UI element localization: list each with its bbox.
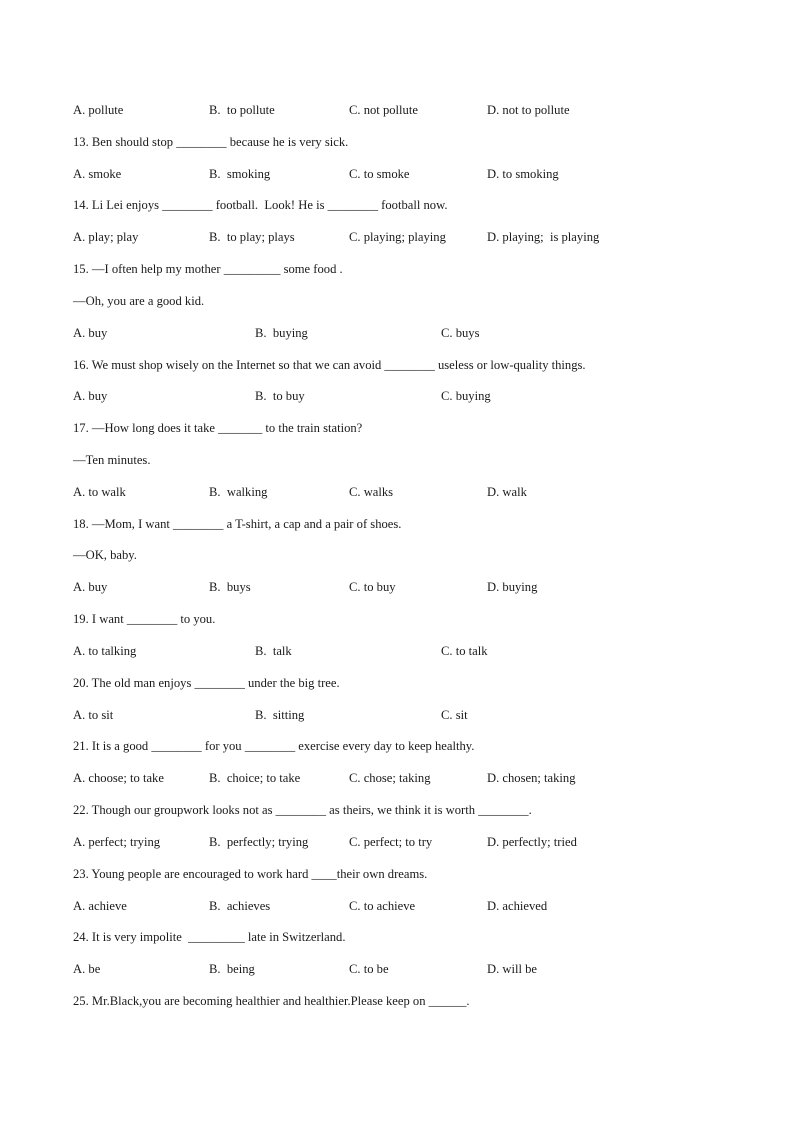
answer-options <box>73 229 763 245</box>
answer-options <box>73 770 763 786</box>
answer-options <box>73 166 763 182</box>
answer-option: B. smoking <box>209 167 271 181</box>
question-text: —Oh, you are a good kid. <box>73 294 205 308</box>
question-text: 23. Young people are encouraged to work hard ____their own dreams. <box>73 867 428 881</box>
answer-option: B. walking <box>209 485 268 499</box>
answer-option: D. buying <box>487 580 538 594</box>
answer-option: A. achieve <box>73 899 127 913</box>
answer-option: D. walk <box>487 485 527 499</box>
answer-option: C. to buy <box>349 580 396 594</box>
question-text: —OK, baby. <box>73 548 137 562</box>
answer-option: A. smoke <box>73 167 122 181</box>
question-text: 24. It is very impolite _________ late in Switzerland. <box>73 930 346 944</box>
question-text: —Ten minutes. <box>73 453 151 467</box>
answer-option: D. to smoking <box>487 167 559 181</box>
answer-option: B. talk <box>255 644 292 658</box>
answer-options <box>73 388 763 404</box>
answer-option: B. achieves <box>209 899 271 913</box>
question-text: 14. Li Lei enjoys ________ football. Look! He is ________ football now. <box>73 198 448 212</box>
answer-option: A. pollute <box>73 103 124 117</box>
answer-options <box>73 707 763 723</box>
answer-option: C. to talk <box>441 644 488 658</box>
answer-option: D. perfectly; tried <box>487 835 577 849</box>
answer-option: C. to smoke <box>349 167 410 181</box>
answer-option: C. sit <box>441 708 468 722</box>
answer-option: A. buy <box>73 580 108 594</box>
answer-option: C. not pollute <box>349 103 418 117</box>
answer-option: A. perfect; trying <box>73 835 161 849</box>
answer-option: B. to play; plays <box>209 230 295 244</box>
answer-option: A. buy <box>73 389 108 403</box>
answer-options <box>73 834 763 850</box>
question-text: 25. Mr.Black,you are becoming healthier and healthier.Please keep on ______. <box>73 994 470 1008</box>
answer-option: B. buys <box>209 580 251 594</box>
answer-options <box>73 643 763 659</box>
question-text: 21. It is a good ________ for you ________ exercise every day to keep healthy. <box>73 739 475 753</box>
answer-option: B. perfectly; trying <box>209 835 309 849</box>
question-text: 20. The old man enjoys ________ under the big tree. <box>73 676 340 690</box>
answer-option: A. to sit <box>73 708 114 722</box>
question-text: 19. I want ________ to you. <box>73 612 216 626</box>
answer-options <box>73 484 763 500</box>
answer-option: C. to be <box>349 962 389 976</box>
answer-option: B. to pollute <box>209 103 275 117</box>
answer-option: B. sitting <box>255 708 305 722</box>
answer-option: D. playing; is playing <box>487 230 600 244</box>
answer-option: C. buying <box>441 389 491 403</box>
answer-option: B. to buy <box>255 389 305 403</box>
question-text: 15. —I often help my mother _________ some food . <box>73 262 343 276</box>
answer-option: D. not to pollute <box>487 103 570 117</box>
answer-option: A. buy <box>73 326 108 340</box>
answer-option: C. perfect; to try <box>349 835 433 849</box>
answer-option: B. choice; to take <box>209 771 301 785</box>
answer-options <box>73 898 763 914</box>
answer-option: C. playing; playing <box>349 230 446 244</box>
answer-option: B. buying <box>255 326 308 340</box>
answer-option: D. achieved <box>487 899 548 913</box>
answer-option: A. choose; to take <box>73 771 164 785</box>
answer-option: C. walks <box>349 485 394 499</box>
answer-option: D. will be <box>487 962 538 976</box>
answer-option: D. chosen; taking <box>487 771 576 785</box>
answer-option: A. be <box>73 962 101 976</box>
answer-options <box>73 579 763 595</box>
question-text: 22. Though our groupwork looks not as ________ as theirs, we think it is worth ________. <box>73 803 532 817</box>
answer-option: A. to talking <box>73 644 137 658</box>
question-text: 18. —Mom, I want ________ a T-shirt, a cap and a pair of shoes. <box>73 517 402 531</box>
question-text: 16. We must shop wisely on the Internet so that we can avoid ________ useless or low-quality things. <box>73 358 586 372</box>
answer-options <box>73 961 763 977</box>
question-text: 17. —How long does it take _______ to the train station? <box>73 421 363 435</box>
answer-options <box>73 102 763 118</box>
answer-option: C. to achieve <box>349 899 416 913</box>
answer-option: B. being <box>209 962 255 976</box>
question-text: 13. Ben should stop ________ because he is very sick. <box>73 135 349 149</box>
answer-option: C. buys <box>441 326 480 340</box>
answer-options <box>73 325 763 341</box>
answer-option: C. chose; taking <box>349 771 431 785</box>
answer-option: A. play; play <box>73 230 139 244</box>
answer-option: A. to walk <box>73 485 126 499</box>
